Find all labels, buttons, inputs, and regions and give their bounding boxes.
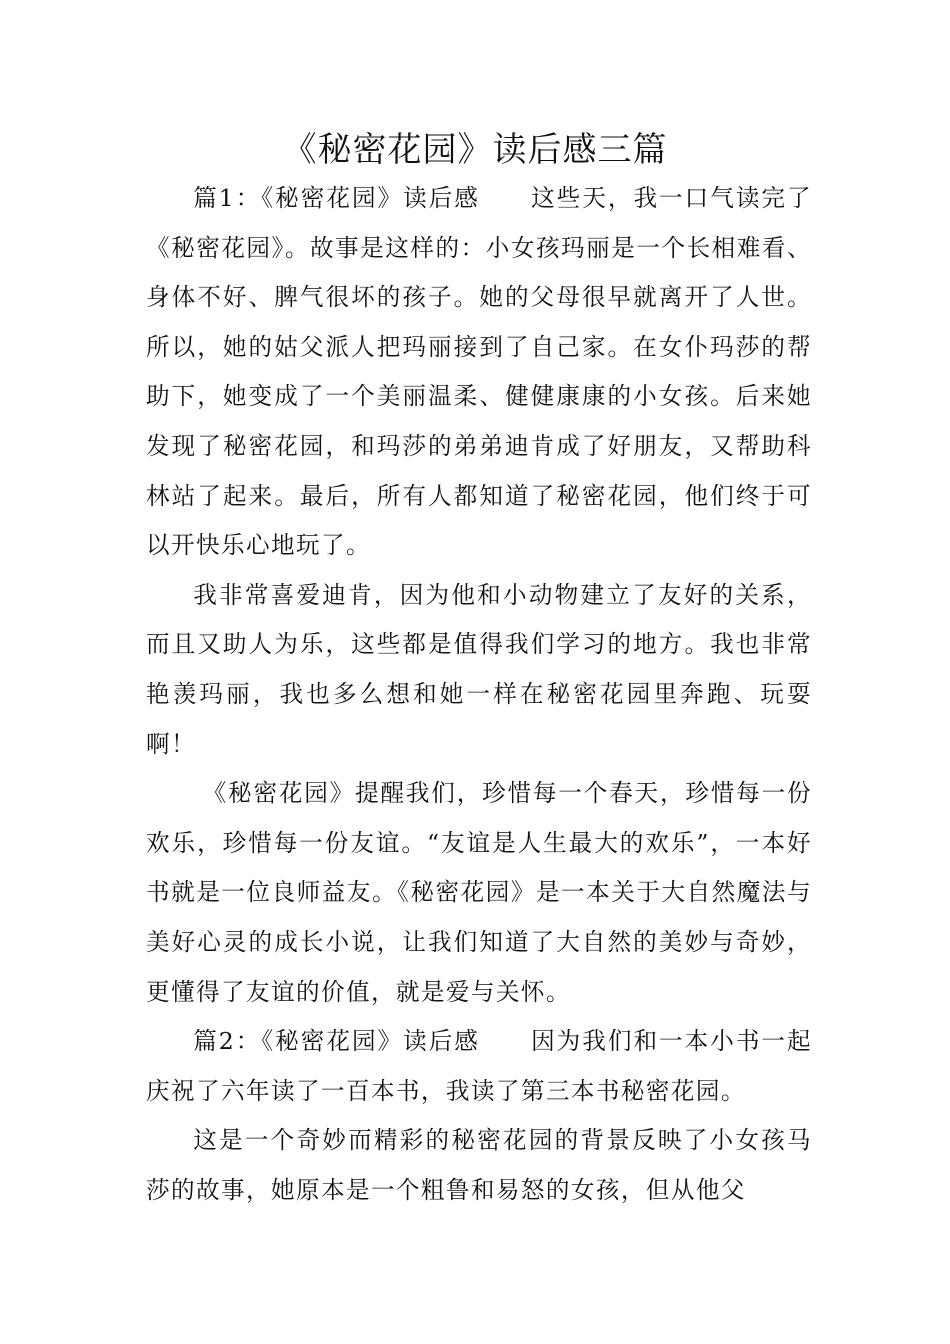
paragraph: 篇2：《秘密花园》读后感 因为我们和一本小书一起庆祝了六年读了一百本书，我读了第三本书秘密花园。 [146,1027,812,1105]
paragraph: 《秘密花园》提醒我们，珍惜每一个春天，珍惜每一份欢乐，珍惜每一份友谊。“友谊是人生最大的欢乐”，一本好书就是一位良师益友。《秘密花园》是一本关于大自然魔法与美好心灵的成长小说，让我们知道了大自然的美妙与奇妙，更懂得了友谊的价值，就是爱与关怀。 [146,779,812,1006]
paragraph: 我非常喜爱迪肯，因为他和小动物建立了友好的关系，而且又助人为乐，这些都是值得我们学习的地方。我也非常艳羡玛丽，我也多么想和她一样在秘密花园里奔跑、玩耍啊！ [146,580,812,758]
document-title: 《秘密花园》读后感三篇 [282,130,668,170]
paragraph: 这是一个奇妙而精彩的秘密花园的背景反映了小女孩马莎的故事，她原本是一个粗鲁和易怒的女孩，但从他父 [146,1126,812,1204]
paragraph: 篇1：《秘密花园》读后感 这些天，我一口气读完了《秘密花园》。故事是这样的：小女孩玛丽是一个长相难看、身体不好、脾气很坏的孩子。她的父母很早就离开了人世。所以，她的姑父派人把玛丽接到了自己家。在女仆玛莎的帮助下，她变成了一个美丽温柔、健健康康的小女孩。后来她发现了秘密花园，和玛莎的弟弟迪肯成了好朋友，又帮助科林站了起来。最后，所有人都知道了秘密花园，他们终于可以开快乐心地玩了。 [146,184,812,560]
document-body [146,174,812,1215]
